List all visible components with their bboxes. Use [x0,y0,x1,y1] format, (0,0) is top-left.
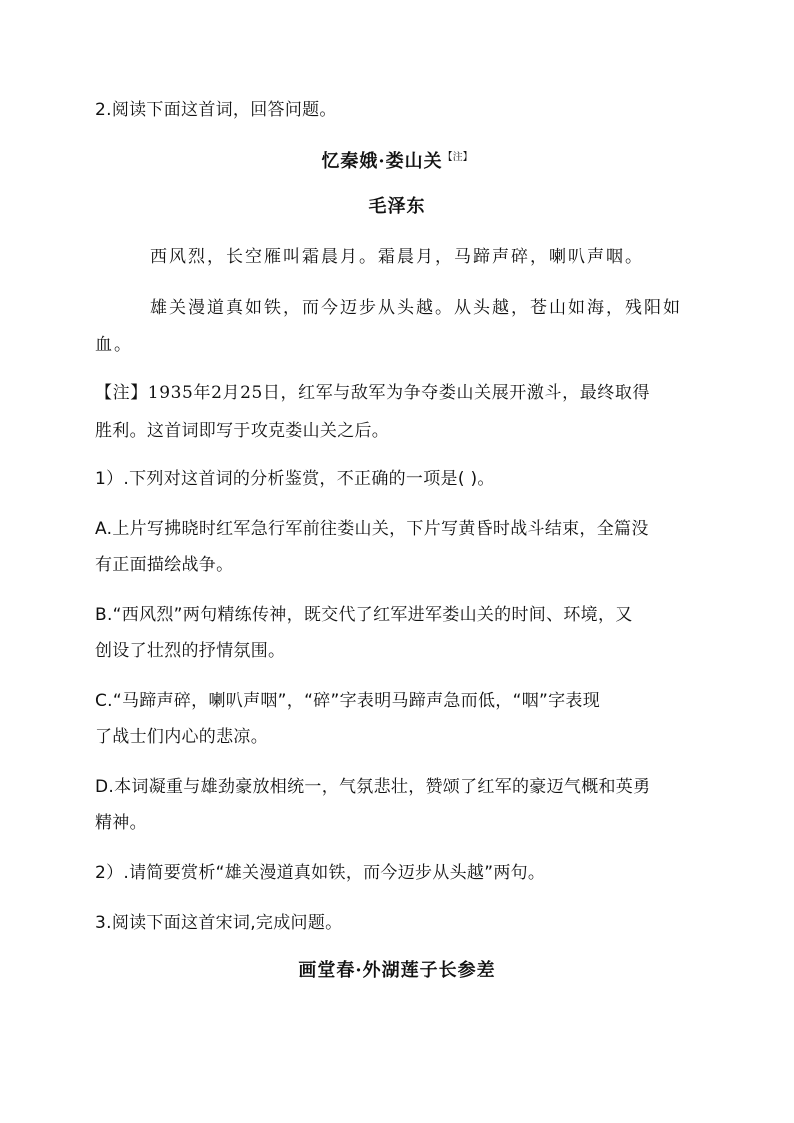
poem-2-title: 画堂春·外湖莲子长参差 [298,960,496,981]
sub-question-2: 2）.请简要赏析“雄关漫道真如铁，而今迈步从头越”两句。 [95,863,546,883]
poem-stanza-2-line-b: 血。 [95,335,133,355]
option-d-line-b: 精神。 [95,813,147,833]
poem-stanza-1: 西风烈，长空雁叫霜晨月。霜晨月，马蹄声碎，喇叭声咽。 [150,247,644,267]
poem-title [0,147,794,173]
option-a-line-a: A.上片写拂晓时红军急行军前往娄山关，下片写黄昏时战斗结束，全篇没 [95,519,649,539]
question-2-prompt: 2.阅读下面这首词，回答问题。 [95,100,337,120]
poem-note-line-a: 【注】1935年2月25日，红军与敌军为争夺娄山关展开激斗，最终取得 [95,383,651,403]
poem-note-line-b: 胜利。这首词即写于攻克娄山关之后。 [95,421,390,441]
poem-title-text: 忆秦娥·娄山关 [321,151,443,172]
poem-stanza-2-line-a: 雄关漫道真如铁，而今迈步从头越。从头越，苍山如海，残阳如 [150,298,682,318]
sub-question-1: 1）.下列对这首词的分析鉴赏，不正确的一项是( )。 [95,469,495,489]
option-c-line-b: 了战士们内心的悲凉。 [95,727,268,747]
option-a-line-b: 有正面描绘战争。 [95,555,234,575]
poem-author: 毛泽东 [368,196,426,217]
option-c-line-a: C.“马蹄声碎，喇叭声咽”，“碎”字表明马蹄声急而低，“咽”字表现 [95,691,601,711]
option-d-line-a: D.本词凝重与雄劲豪放相统一，气氛悲壮，赞颂了红军的豪迈气概和英勇 [95,777,651,797]
poem-title-note-mark: 【注】 [442,152,473,163]
option-b-line-b: 创设了壮烈的抒情氛围。 [95,641,286,661]
question-3-prompt: 3.阅读下面这首宋词,完成问题。 [95,913,343,933]
option-b-line-a: B.“西风烈”两句精练传神，既交代了红军进军娄山关的时间、环境，又 [95,605,633,625]
